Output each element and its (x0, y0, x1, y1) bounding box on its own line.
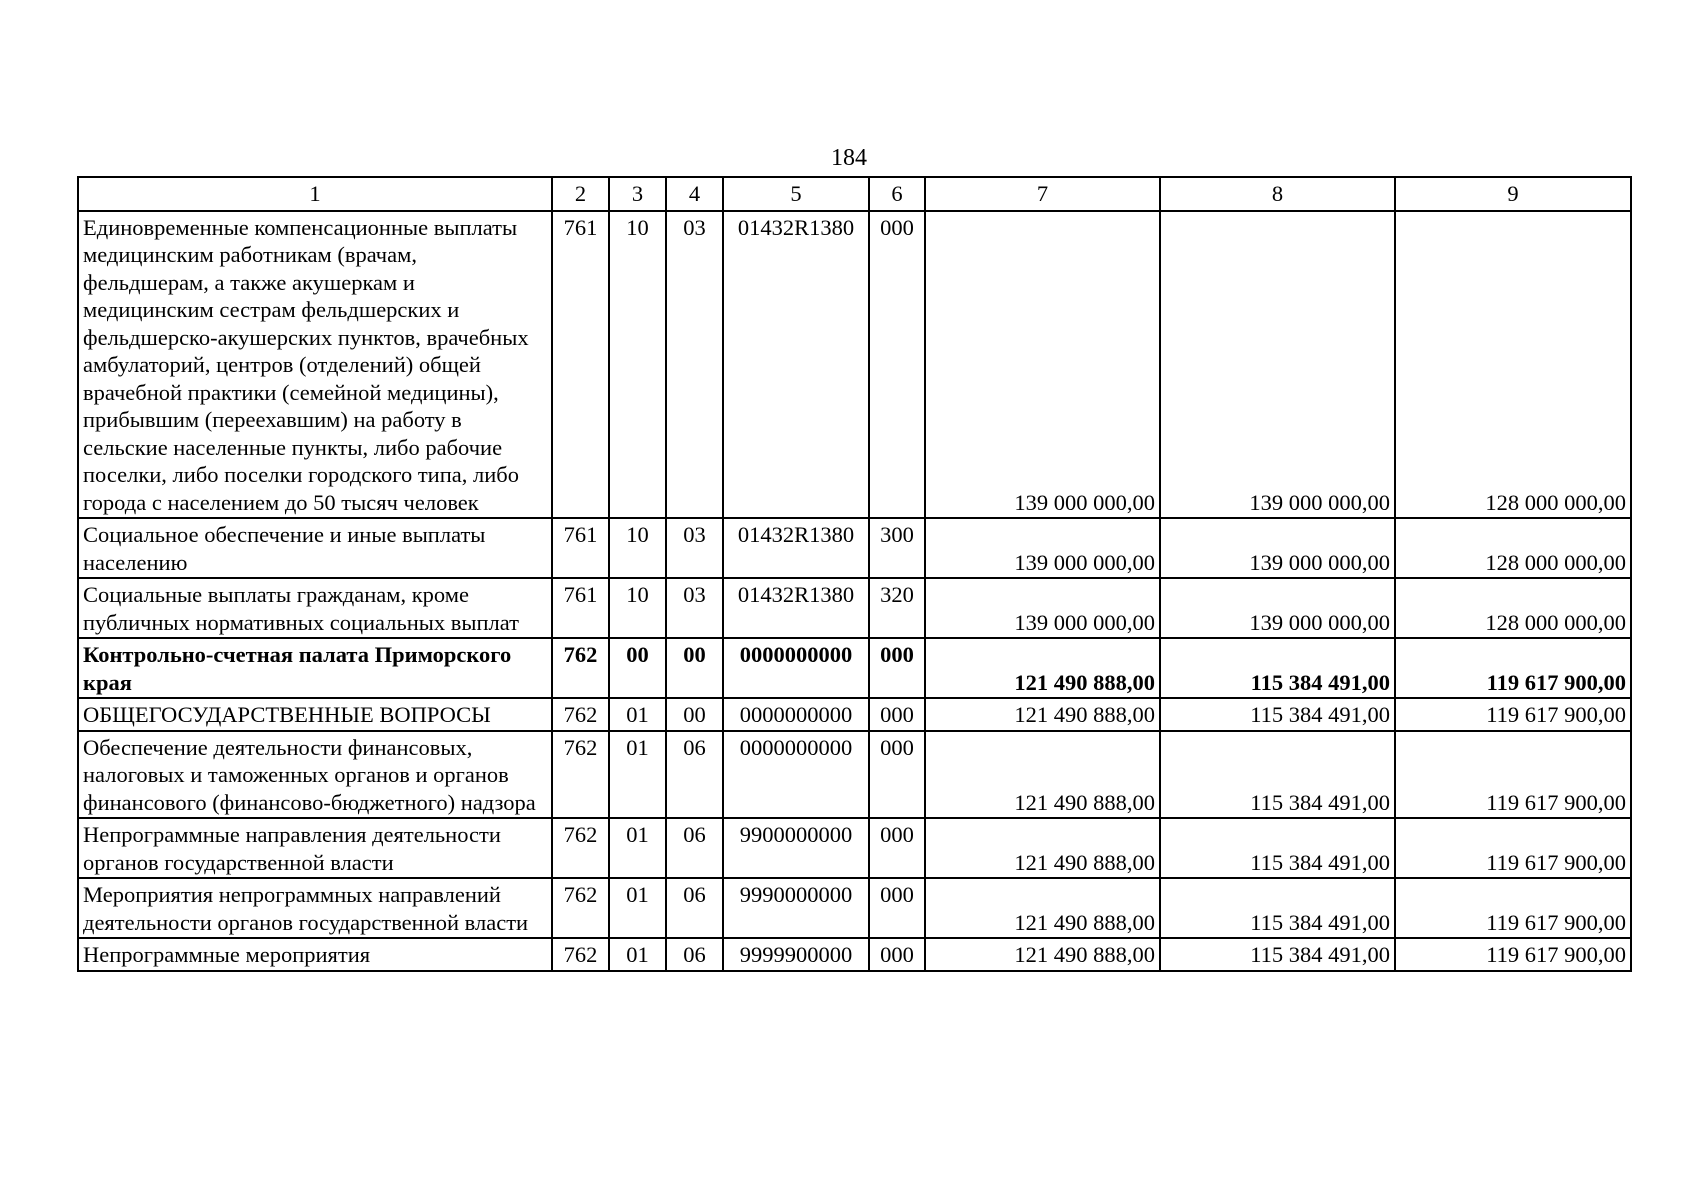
cell-amount-c7: 139 000 000,00 (925, 578, 1160, 638)
cell-c3: 10 (609, 578, 666, 638)
cell-c6: 000 (869, 698, 925, 731)
cell-c2: 761 (552, 211, 609, 519)
cell-amount-c9: 119 617 900,00 (1395, 731, 1631, 819)
cell-c3: 01 (609, 818, 666, 878)
cell-amount-c7: 139 000 000,00 (925, 211, 1160, 519)
cell-c2: 762 (552, 698, 609, 731)
cell-c6: 000 (869, 938, 925, 971)
cell-c4: 06 (666, 938, 723, 971)
cell-amount-c8: 139 000 000,00 (1160, 518, 1395, 578)
cell-c4: 00 (666, 698, 723, 731)
cell-c2: 762 (552, 818, 609, 878)
cell-c5: 0000000000 (723, 698, 869, 731)
cell-c4: 03 (666, 211, 723, 519)
column-header: 9 (1395, 177, 1631, 211)
cell-amount-c8: 139 000 000,00 (1160, 211, 1395, 519)
cell-amount-c8: 115 384 491,00 (1160, 938, 1395, 971)
cell-amount-c9: 128 000 000,00 (1395, 211, 1631, 519)
row-name: Непрограммные мероприятия (78, 938, 552, 971)
cell-c4: 03 (666, 518, 723, 578)
cell-amount-c7: 121 490 888,00 (925, 818, 1160, 878)
row-name: Контрольно-счетная палата Приморского края (78, 638, 552, 698)
cell-c5: 9900000000 (723, 818, 869, 878)
cell-amount-c8: 115 384 491,00 (1160, 878, 1395, 938)
cell-amount-c8: 115 384 491,00 (1160, 731, 1395, 819)
cell-c5: 01432R1380 (723, 518, 869, 578)
row-name: Единовременные компенсационные выплаты медицинским работникам (врачам, фельдшерам, а также акушеркам и медицинским сестрам фельдшерских и фельдшерско-акушерских пунктов, врачебных амбулаторий, центров (отделений) общей врачебной практики (семейной медицины), прибывшим (переехавшим) на работу в сельские населенные пункты, либо рабочие поселки, либо поселки городского типа, либо города с населением до 50 тысяч человек (78, 211, 552, 519)
column-header: 3 (609, 177, 666, 211)
cell-c4: 06 (666, 818, 723, 878)
cell-amount-c9: 119 617 900,00 (1395, 698, 1631, 731)
cell-amount-c9: 119 617 900,00 (1395, 818, 1631, 878)
cell-c2: 762 (552, 938, 609, 971)
column-header: 1 (78, 177, 552, 211)
table-row (78, 518, 1631, 578)
cell-c6: 300 (869, 518, 925, 578)
cell-c3: 01 (609, 698, 666, 731)
row-name: Социальное обеспечение и иные выплаты населению (78, 518, 552, 578)
budget-table (77, 176, 1632, 972)
table-row-bold (78, 638, 1631, 698)
cell-amount-c9: 119 617 900,00 (1395, 638, 1631, 698)
table-row (78, 818, 1631, 878)
cell-c2: 762 (552, 638, 609, 698)
cell-c3: 01 (609, 938, 666, 971)
cell-amount-c9: 119 617 900,00 (1395, 878, 1631, 938)
table-row (78, 878, 1631, 938)
cell-c4: 06 (666, 878, 723, 938)
cell-amount-c7: 121 490 888,00 (925, 638, 1160, 698)
cell-c3: 00 (609, 638, 666, 698)
cell-c6: 000 (869, 638, 925, 698)
page-number: 184 (831, 145, 867, 171)
cell-amount-c7: 121 490 888,00 (925, 878, 1160, 938)
column-header: 7 (925, 177, 1160, 211)
column-header: 5 (723, 177, 869, 211)
cell-c6: 000 (869, 818, 925, 878)
table-row (78, 211, 1631, 519)
cell-c6: 000 (869, 211, 925, 519)
cell-amount-c7: 121 490 888,00 (925, 698, 1160, 731)
table-row (78, 578, 1631, 638)
column-header: 6 (869, 177, 925, 211)
cell-c3: 01 (609, 731, 666, 819)
cell-c3: 10 (609, 518, 666, 578)
cell-c6: 000 (869, 878, 925, 938)
column-header: 4 (666, 177, 723, 211)
cell-amount-c9: 128 000 000,00 (1395, 578, 1631, 638)
cell-amount-c8: 115 384 491,00 (1160, 638, 1395, 698)
cell-c5: 0000000000 (723, 638, 869, 698)
column-number-row (78, 177, 1631, 211)
cell-c4: 03 (666, 578, 723, 638)
cell-amount-c7: 121 490 888,00 (925, 731, 1160, 819)
cell-c2: 762 (552, 731, 609, 819)
cell-c5: 01432R1380 (723, 578, 869, 638)
row-name: Непрограммные направления деятельности органов государственной власти (78, 818, 552, 878)
cell-c6: 000 (869, 731, 925, 819)
row-name: Мероприятия непрограммных направлений деятельности органов государственной власти (78, 878, 552, 938)
cell-amount-c8: 139 000 000,00 (1160, 578, 1395, 638)
cell-c5: 0000000000 (723, 731, 869, 819)
cell-amount-c8: 115 384 491,00 (1160, 818, 1395, 878)
cell-amount-c7: 139 000 000,00 (925, 518, 1160, 578)
column-header: 2 (552, 177, 609, 211)
cell-amount-c9: 128 000 000,00 (1395, 518, 1631, 578)
cell-c4: 06 (666, 731, 723, 819)
cell-c5: 9990000000 (723, 878, 869, 938)
cell-c2: 761 (552, 518, 609, 578)
row-name: Социальные выплаты гражданам, кроме публичных нормативных социальных выплат (78, 578, 552, 638)
column-header: 8 (1160, 177, 1395, 211)
row-name: Обеспечение деятельности финансовых, налоговых и таможенных органов и органов финансового (финансово-бюджетного) надзора (78, 731, 552, 819)
cell-c3: 10 (609, 211, 666, 519)
cell-c3: 01 (609, 878, 666, 938)
cell-c5: 01432R1380 (723, 211, 869, 519)
cell-c2: 761 (552, 578, 609, 638)
cell-c6: 320 (869, 578, 925, 638)
table-row (78, 731, 1631, 819)
cell-c4: 00 (666, 638, 723, 698)
cell-c5: 9999900000 (723, 938, 869, 971)
cell-amount-c9: 119 617 900,00 (1395, 938, 1631, 971)
cell-c2: 762 (552, 878, 609, 938)
row-name: ОБЩЕГОСУДАРСТВЕННЫЕ ВОПРОСЫ (78, 698, 552, 731)
cell-amount-c8: 115 384 491,00 (1160, 698, 1395, 731)
table-row (78, 698, 1631, 731)
cell-amount-c7: 121 490 888,00 (925, 938, 1160, 971)
table-row (78, 938, 1631, 971)
